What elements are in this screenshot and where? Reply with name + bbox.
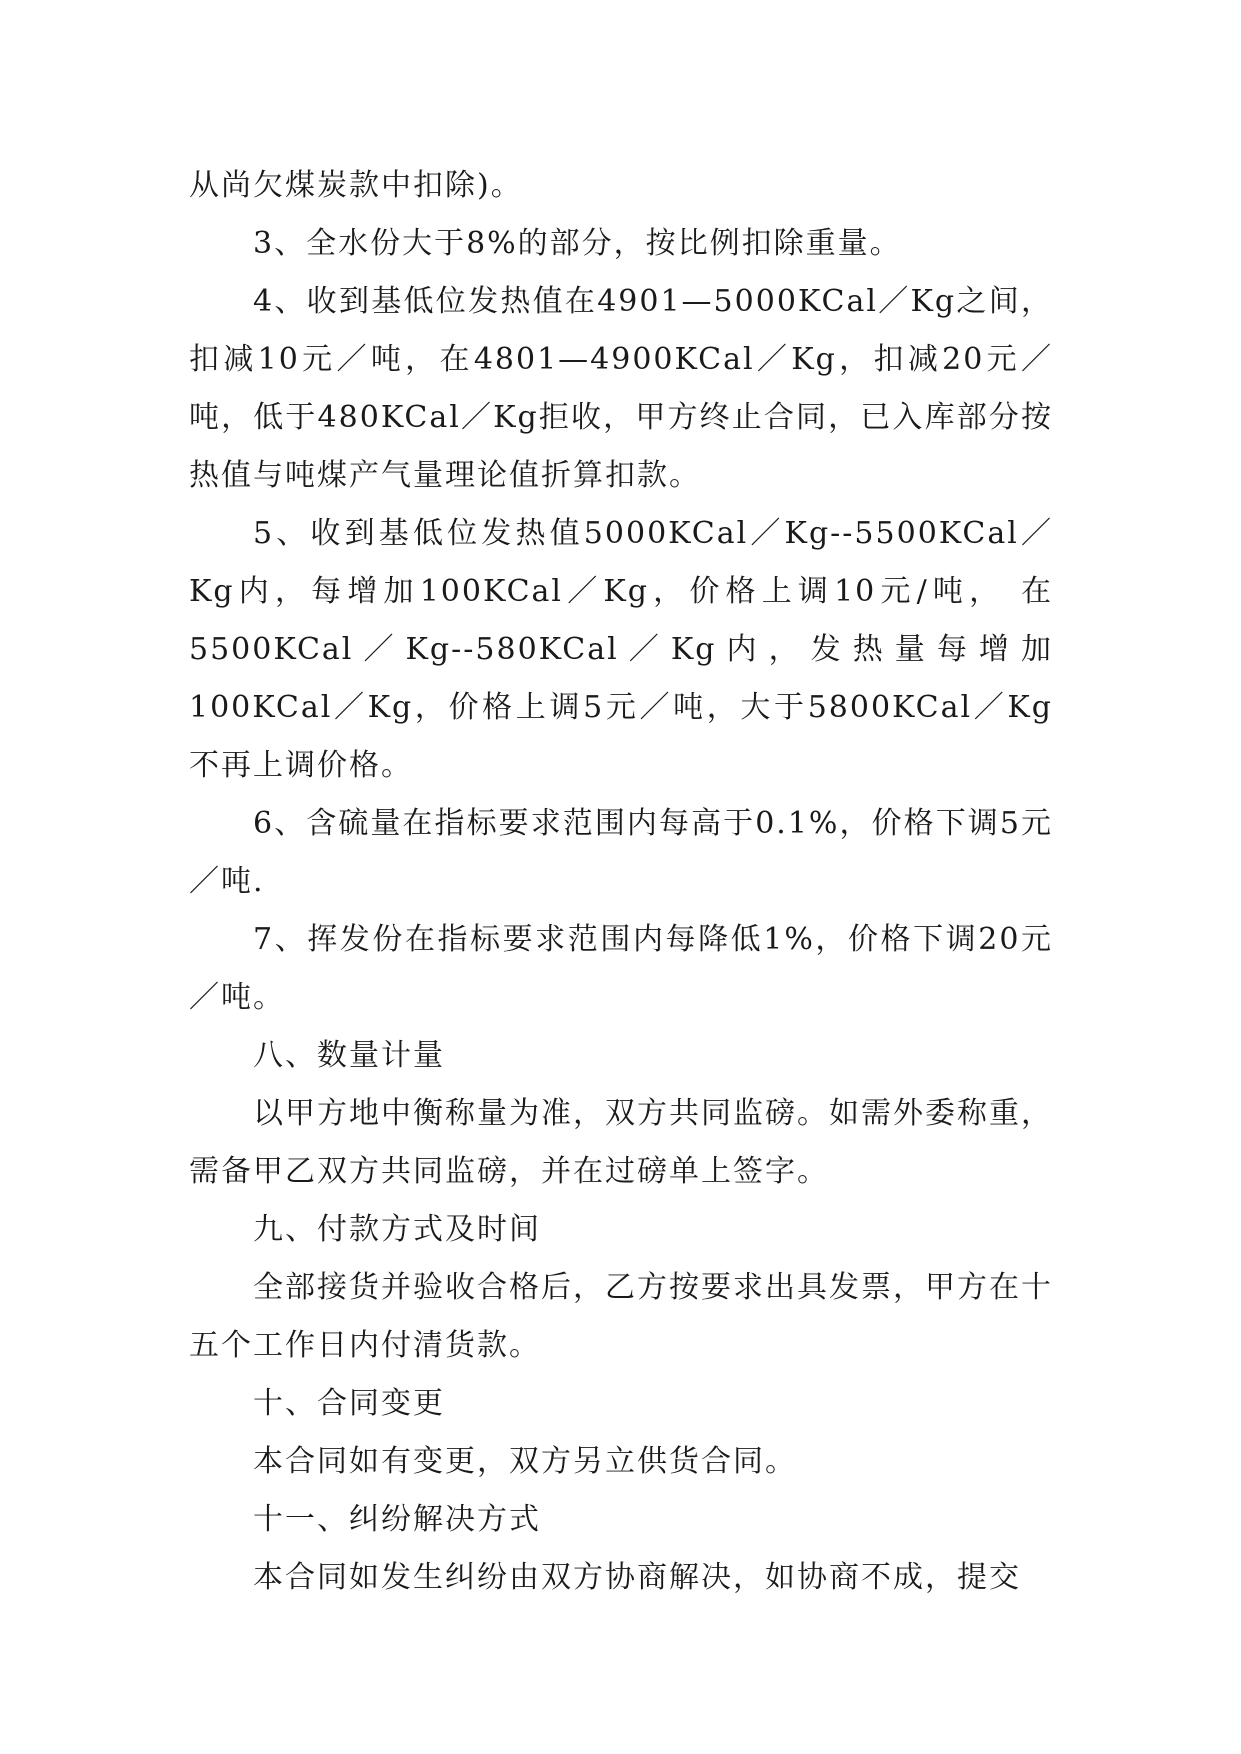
paragraph-7: 以甲方地中衡称量为准，双方共同监磅。如需外委称重，需备甲乙双方共同监磅，并在过磅单上签字。 (189, 1096, 1053, 1189)
paragraph-2: 3、全水份大于8%的部分，按比例扣除重量。 (253, 226, 902, 261)
paragraph-4: 5、收到基低位发热值5000KCal／Kg--5500KCal／Kg内，每增加100KCal／Kg，价格上调10元/吨， 在5500KCal／Kg--580KCal／Kg内，发热量每增加100KCal／Kg，价格上调5元／吨，大于5800KCal／Kg不再上调价格。 (189, 516, 1053, 783)
paragraph-1: 从尚欠煤炭款中扣除)。 (189, 168, 523, 203)
section-heading-quantity: 八、数量计量 (253, 1038, 445, 1073)
section-heading-dispute: 十一、纠纷解决方式 (253, 1502, 541, 1537)
document-body (189, 157, 1053, 1607)
paragraph-5: 6、含硫量在指标要求范围内每高于0.1%，价格下调5元／吨. (189, 806, 1053, 899)
paragraph-10: 本合同如发生纠纷由双方协商解决，如协商不成，提交 (253, 1560, 1021, 1595)
paragraph-8: 全部接货并验收合格后，乙方按要求出具发票，甲方在十五个工作日内付清货款。 (189, 1270, 1053, 1363)
paragraph-9: 本合同如有变更，双方另立供货合同。 (253, 1444, 797, 1479)
paragraph-3: 4、收到基低位发热值在4901—5000KCal／Kg之间，扣减10元／吨，在4801—4900KCal／Kg，扣减20元／吨，低于480KCal／Kg拒收，甲方终止合同，已入库部分按热值与吨煤产气量理论值折算扣款。 (189, 284, 1053, 493)
paragraph-6: 7、挥发份在指标要求范围内每降低1%，价格下调20元／吨。 (189, 922, 1053, 1015)
section-heading-payment: 九、付款方式及时间 (253, 1212, 541, 1247)
section-heading-change: 十、合同变更 (253, 1386, 445, 1421)
